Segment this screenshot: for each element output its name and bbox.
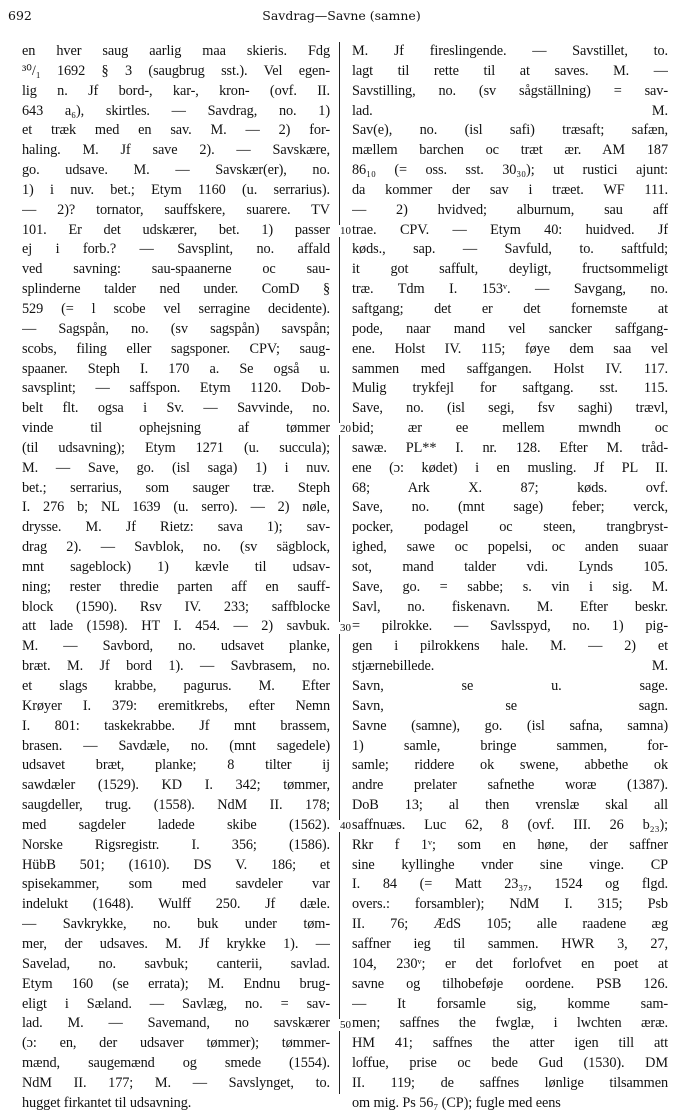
left-column-line: HübB 501; (1610). DS V. 186; et [22, 856, 330, 873]
right-column-line: Save, no. (mnt sage) feber; verck, [352, 499, 668, 516]
right-column-line: Mulig trykfejl for saftgang. sst. 115. [352, 380, 668, 397]
right-column-line: Rkr f 1ᵛ; som en høne, der saffner [352, 836, 668, 853]
left-column-line: med sagdeler ladede skibe (1562). [22, 816, 330, 833]
left-column-line: block (1590). Rsv IV. 233; saffblocke [22, 598, 330, 615]
left-column-line: haling. M. Jf save 2). — Savskære, [22, 142, 330, 159]
line-number: 50 [340, 1018, 351, 1031]
left-column-line: Norske Rigsregistr. I. 356; (1586). [22, 836, 330, 853]
left-column-line: I. 801: taskekrabbe. Jf mnt brassem, [22, 717, 330, 734]
left-column-line: (ɔ: en, der udsaver tømmer); tømmer- [22, 1035, 330, 1052]
right-column-line: ene (ɔ: kødet) i en musling. Jf PL II. [352, 459, 668, 476]
left-column-line: go. udsave. M. — Savskær(er), no. [22, 162, 330, 179]
left-column-line: — Savkrykke, no. buk under tøm- [22, 916, 330, 933]
left-column-line: udsavet bræt, planke; 8 tilter ij [22, 757, 330, 774]
right-column-line: ighed, sawe oc popelsi, oc anden suaar [352, 539, 668, 556]
left-column-line: brasen. — Savdæle, no. (mnt sagedele) [22, 737, 330, 754]
right-column [352, 42, 668, 1114]
left-column-line: 101. Er det udskærer, bet. 1) passer [22, 221, 330, 238]
right-column-line: køds., sap. — Savfuld, to. saftfuld; [352, 241, 668, 258]
left-column-line: vinde til ophejsning af tømmer [22, 420, 330, 437]
right-column-line: Savl, no. fiskenavn. M. Efter beskr. [352, 598, 668, 615]
right-column-line: sawæ. PL** I. nr. 128. Efter M. tråd- [352, 439, 668, 456]
line-number: 20 [340, 423, 351, 436]
right-column-line: da kommer der sav i træet. WF 111. [352, 181, 668, 198]
left-column-line: sawdæler (1529). KD I. 342; tømmer, [22, 777, 330, 794]
right-column-line: bid; ær ee mellem mwndh oc [352, 420, 668, 437]
left-column-line: et slags krabbe, pagurus. M. Efter [22, 678, 330, 694]
left-column-line: ej i forb.? — Savsplint, no. affald [22, 241, 330, 258]
left-column-line: ning; rester thredie parten aff en sauff- [22, 578, 330, 595]
left-column-line: en hver saug aarlig maa skieris. Fdg [22, 43, 330, 59]
left-column-line: ved savning: sau-spaanerne oc sau- [22, 261, 330, 278]
left-column-line: I. 276 b; NL 1639 (u. serro). — 2) nøle, [22, 499, 330, 516]
left-column-line: 643 a₆), skirtles. — Savdrag, no. 1) [22, 102, 330, 119]
right-column-line: = pilrokke. — Savlsspyd, no. 1) pig- [352, 618, 668, 635]
left-column-line: — 2)? tornator, sauffskere, suarere. TV [22, 201, 330, 218]
left-column-line: NdM II. 177; M. — Savslynget, to. [22, 1074, 330, 1091]
right-column-line: sot, mand talder vdi. Lynds 105. [352, 558, 668, 575]
left-column-line: Etym 160 (se errata); M. Endnu brug- [22, 975, 330, 992]
left-column-line: (til udsavning); Etym 1271 (u. succula); [22, 439, 330, 456]
left-column-line: lig n. Jf bord-, kar-, kron- (ovf. II. [22, 82, 330, 99]
right-column-line: træ. Tdm I. 153ᵛ. — Savgang, no. [352, 281, 668, 298]
left-column-line: drysse. M. Jf Rietz: sava 1); sav- [22, 519, 330, 536]
right-column-line: 104, 230ᵛ; er det forlofvet en poet at [352, 955, 668, 972]
left-column-line: mnt sageblock) 1) kævle til udsav- [22, 558, 330, 575]
left-column-line: belt flt. ogsa i Sv. — Savvinde, no. [22, 400, 330, 417]
right-column-line: pocker, podagel oc steen, trangbryst- [352, 519, 668, 536]
left-column-line: mer, der udsaves. M. Jf krykke 1). — [22, 935, 330, 952]
page-header [0, 6, 683, 26]
right-column-line: M. Jf fireslingende. — Savstillet, to. [352, 43, 668, 59]
right-column-line: andre prelater safnethe woræ (1387). [352, 777, 668, 794]
right-column-line: sammen med saffgangen. Holst IV. 117. [352, 360, 668, 377]
running-head: Savdrag—Savne (samne) [262, 8, 421, 23]
left-column-line: splinderne talder ned under. ComD § [22, 281, 330, 298]
left-column-line: M. — Save, go. (isl saga) 1) i nuv. [22, 459, 330, 476]
right-column-line: lad. M. [352, 102, 668, 119]
right-column-line: Savn, se sagn. [352, 697, 668, 714]
left-column-line: savsplint; — saffspon. Etym 1120. Dob- [22, 380, 330, 397]
left-column-line: M. — Savbord, no. udsavet planke, [22, 638, 330, 655]
right-column-line: — It forsamle sig, komme sam- [352, 995, 668, 1012]
right-column-line: loffue, prise oc bede Gud (1530). DM [352, 1055, 668, 1072]
right-column-line: samle; riddere ok swene, abbethe ok [352, 757, 668, 774]
right-column-line: ene. Holst IV. 115; føye dem saa vel [352, 340, 668, 357]
left-column-line: scobs, filing eller sagsponer. CPV; saug- [22, 340, 330, 357]
right-column-line: stjærnebillede. M. [352, 658, 668, 675]
left-column-line: bet.; serrarius, som sauger træ. Steph [22, 479, 330, 496]
right-column-line: overs.: forsambler); NdM I. 315; Psb [352, 896, 668, 913]
column-rule [339, 42, 340, 1094]
right-column-line: mællem barchen oc træt ær. AM 187 [352, 142, 668, 159]
right-column-line: saffnuæs. Luc 62, 8 (ovf. III. 26 b₂₃); [352, 816, 668, 833]
left-column-line: drag 2). — Savblok, no. (sv sägblock, [22, 539, 330, 556]
right-column-line: 86₁₀ (= oss. sst. 30₃₀); ut rustici ajunt: [352, 162, 668, 179]
left-column-line: 1) i nuv. bet.; Etym 1160 (u. serrarius). [22, 181, 330, 198]
right-column-line: I. 84 (= Matt 23₃₇, 1524 og flgd. [352, 876, 668, 893]
right-column-line: — 2) hvidved; alburnum, sau aff [352, 201, 668, 218]
page-number: 692 [8, 8, 32, 23]
right-column-line: Save, no. (isl segi, fsv saghi) trævl, [352, 400, 668, 417]
right-column-line: pode, naar mand vel sancker saffgang- [352, 320, 668, 337]
left-column-line: — Sagspån, no. (sv sagspån) savspån; [22, 320, 330, 337]
left-column-line: Krøyer I. 379: eremitkrebs, efter Nemn [22, 697, 330, 714]
left-column-line: spaaner. Steph I. 170 a. Se også u. [22, 360, 330, 377]
left-column [22, 42, 330, 1114]
right-column-line: HM 41; saffnes the atter igen till att [352, 1035, 668, 1052]
right-column-line: DoB 13; al then vrenslæ skal all [352, 797, 668, 814]
right-column-line: Savstilling, no. (sv sågställning) = sav- [352, 82, 668, 99]
left-column-line: lad. M. — Savemand, no savskærer [22, 1015, 330, 1032]
right-column-line: Sav(e), no. (isl safi) træsaft; safæn, [352, 122, 668, 139]
line-number: 10 [340, 224, 351, 237]
right-column-line: Savne (samne), go. (isl safna, samna) [352, 717, 668, 734]
right-column-line: sine kyllinghe vnder sine vinge. CP [352, 856, 668, 873]
right-column-line: savne og tilhobeføje oordene. PSB 126. [352, 975, 668, 992]
line-number: 30 [340, 621, 351, 634]
left-column-line: spisekammer, som med savdeler var [22, 876, 330, 893]
left-column-line: eligt i Sæland. — Savlæg, no. = sav- [22, 995, 330, 1012]
left-column-line: 529 (= l scobe vel serragine decidente). [22, 300, 330, 317]
left-column-line: saugdeller, trug. (1558). NdM II. 178; [22, 797, 330, 814]
right-column-line: gen i pilrokkens hale. M. — 2) et [352, 638, 668, 655]
right-column-line: trae. CPV. — Etym 40: huidved. Jf [352, 221, 668, 238]
left-column-line: hugget firkantet til udsavning. [22, 1094, 192, 1111]
right-column-line: Save, go. = sabbe; s. vin i sig. M. [352, 578, 668, 595]
left-column-line: bræt. M. Jf bord 1). — Savbrasem, no. [22, 658, 330, 675]
right-column-line: saftgang; det er det fornemste at [352, 300, 668, 317]
left-column-line: et træk med en sav. M. — 2) for- [22, 122, 330, 139]
line-number: 40 [340, 820, 351, 833]
right-column-line: II. 119; de saffnes lønlige tilsammen [352, 1074, 668, 1091]
right-column-line: om mig. Ps 56₇ (CP); fugle med eens [352, 1094, 561, 1111]
left-column-line: mænd, saugemænd og smede (1554). [22, 1055, 330, 1072]
left-column-line: att lade (1598). HT I. 454. — 2) savbuk. [22, 618, 330, 635]
left-column-line: Savelad, no. savbuk; canterii, savlad. [22, 955, 330, 972]
right-column-line: men; saffnes the fwglæ, i lwchten æræ. [352, 1015, 668, 1032]
right-column-line: Savn, se u. sage. [352, 678, 668, 694]
right-column-line: saffner ieg til sammen. HWR 3, 27, [352, 935, 668, 952]
left-column-line: ³⁰/₁ 1692 § 3 (saugbrug sst.). Vel egen- [22, 62, 330, 79]
right-column-line: II. 76; ÆdS 105; alle raadene æg [352, 916, 668, 933]
right-column-line: it got saffult, deyligt, fructsommeligt [352, 261, 668, 278]
left-column-line: indelukt (1648). Wulff 250. Jf dæle. [22, 896, 330, 913]
right-column-line: lagt til rette til at saves. M. — [352, 62, 668, 79]
right-column-line: 1) samle, bringe sammen, for- [352, 737, 668, 754]
right-column-line: 68; Ark X. 87; køds. ovf. [352, 479, 668, 496]
